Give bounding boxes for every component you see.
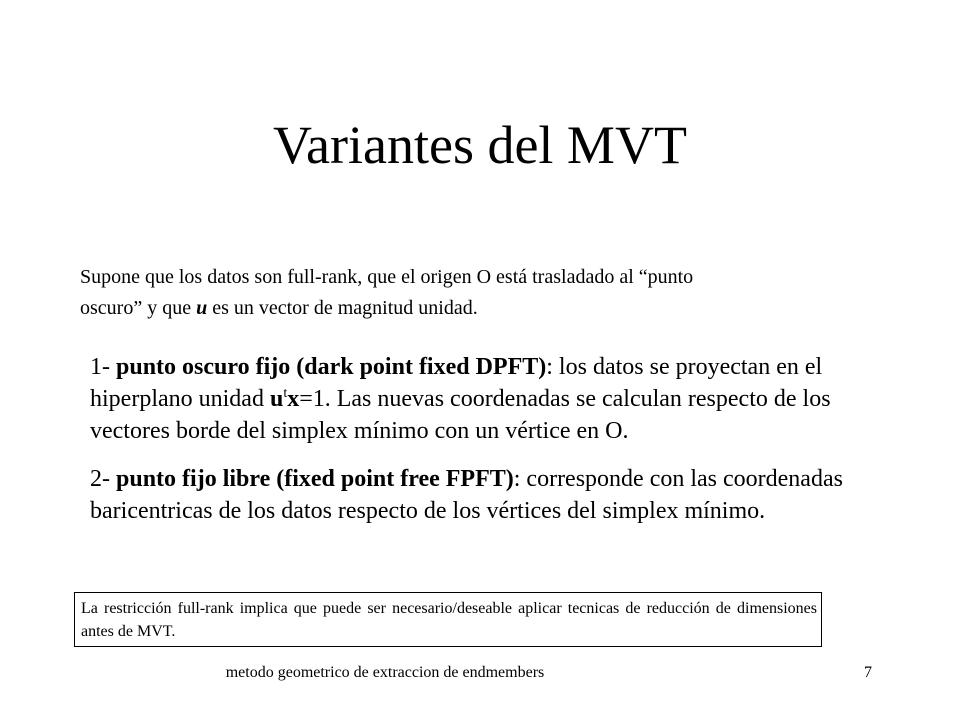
intro-line-2b: es un vector de magnitud unidad. (207, 297, 478, 319)
slide-title: Variantes del MVT (273, 115, 687, 175)
note-box: La restricción full-rank implica que puede ser necesario/deseable aplicar tecnicas de reducción de dimensiones antes de MVT. (74, 592, 822, 647)
item-dpft-text-a: : los datos se proyectan en el hiperplano unidad (90, 354, 823, 412)
item-dpft-u: u (269, 386, 284, 412)
intro-line-1: Supone que los datos son full-rank, que el origen O está trasladado al “punto (80, 266, 694, 288)
intro-paragraph (80, 262, 840, 324)
item-dpft-prefix: 1- (90, 354, 116, 380)
item-dpft-transpose: t (283, 386, 288, 401)
item-fpft-prefix: 2- (90, 466, 116, 492)
page-number: 7 (864, 664, 872, 681)
item-fpft-heading: punto fijo libre (fixed point free FPFT) (116, 466, 514, 492)
item-fpft (90, 463, 890, 527)
footer-text: metodo geometrico de extraccion de endmembers (225, 664, 545, 681)
intro-vector-u: u (196, 297, 208, 319)
item-dpft-x: x (287, 386, 300, 412)
item-dpft (90, 351, 890, 447)
item-dpft-heading: punto oscuro fijo (dark point fixed DPFT) (116, 354, 547, 380)
item-dpft-text-b: =1. Las nuevas coordenadas se calculan respecto de los vectores borde del simplex mínimo con un vértice en O. (90, 386, 831, 444)
intro-line-2a: oscuro” y que (80, 297, 197, 319)
item-fpft-text: : corresponde con las coordenadas baricentricas de los datos respecto de los vértices del simplex mínimo. (90, 466, 843, 524)
